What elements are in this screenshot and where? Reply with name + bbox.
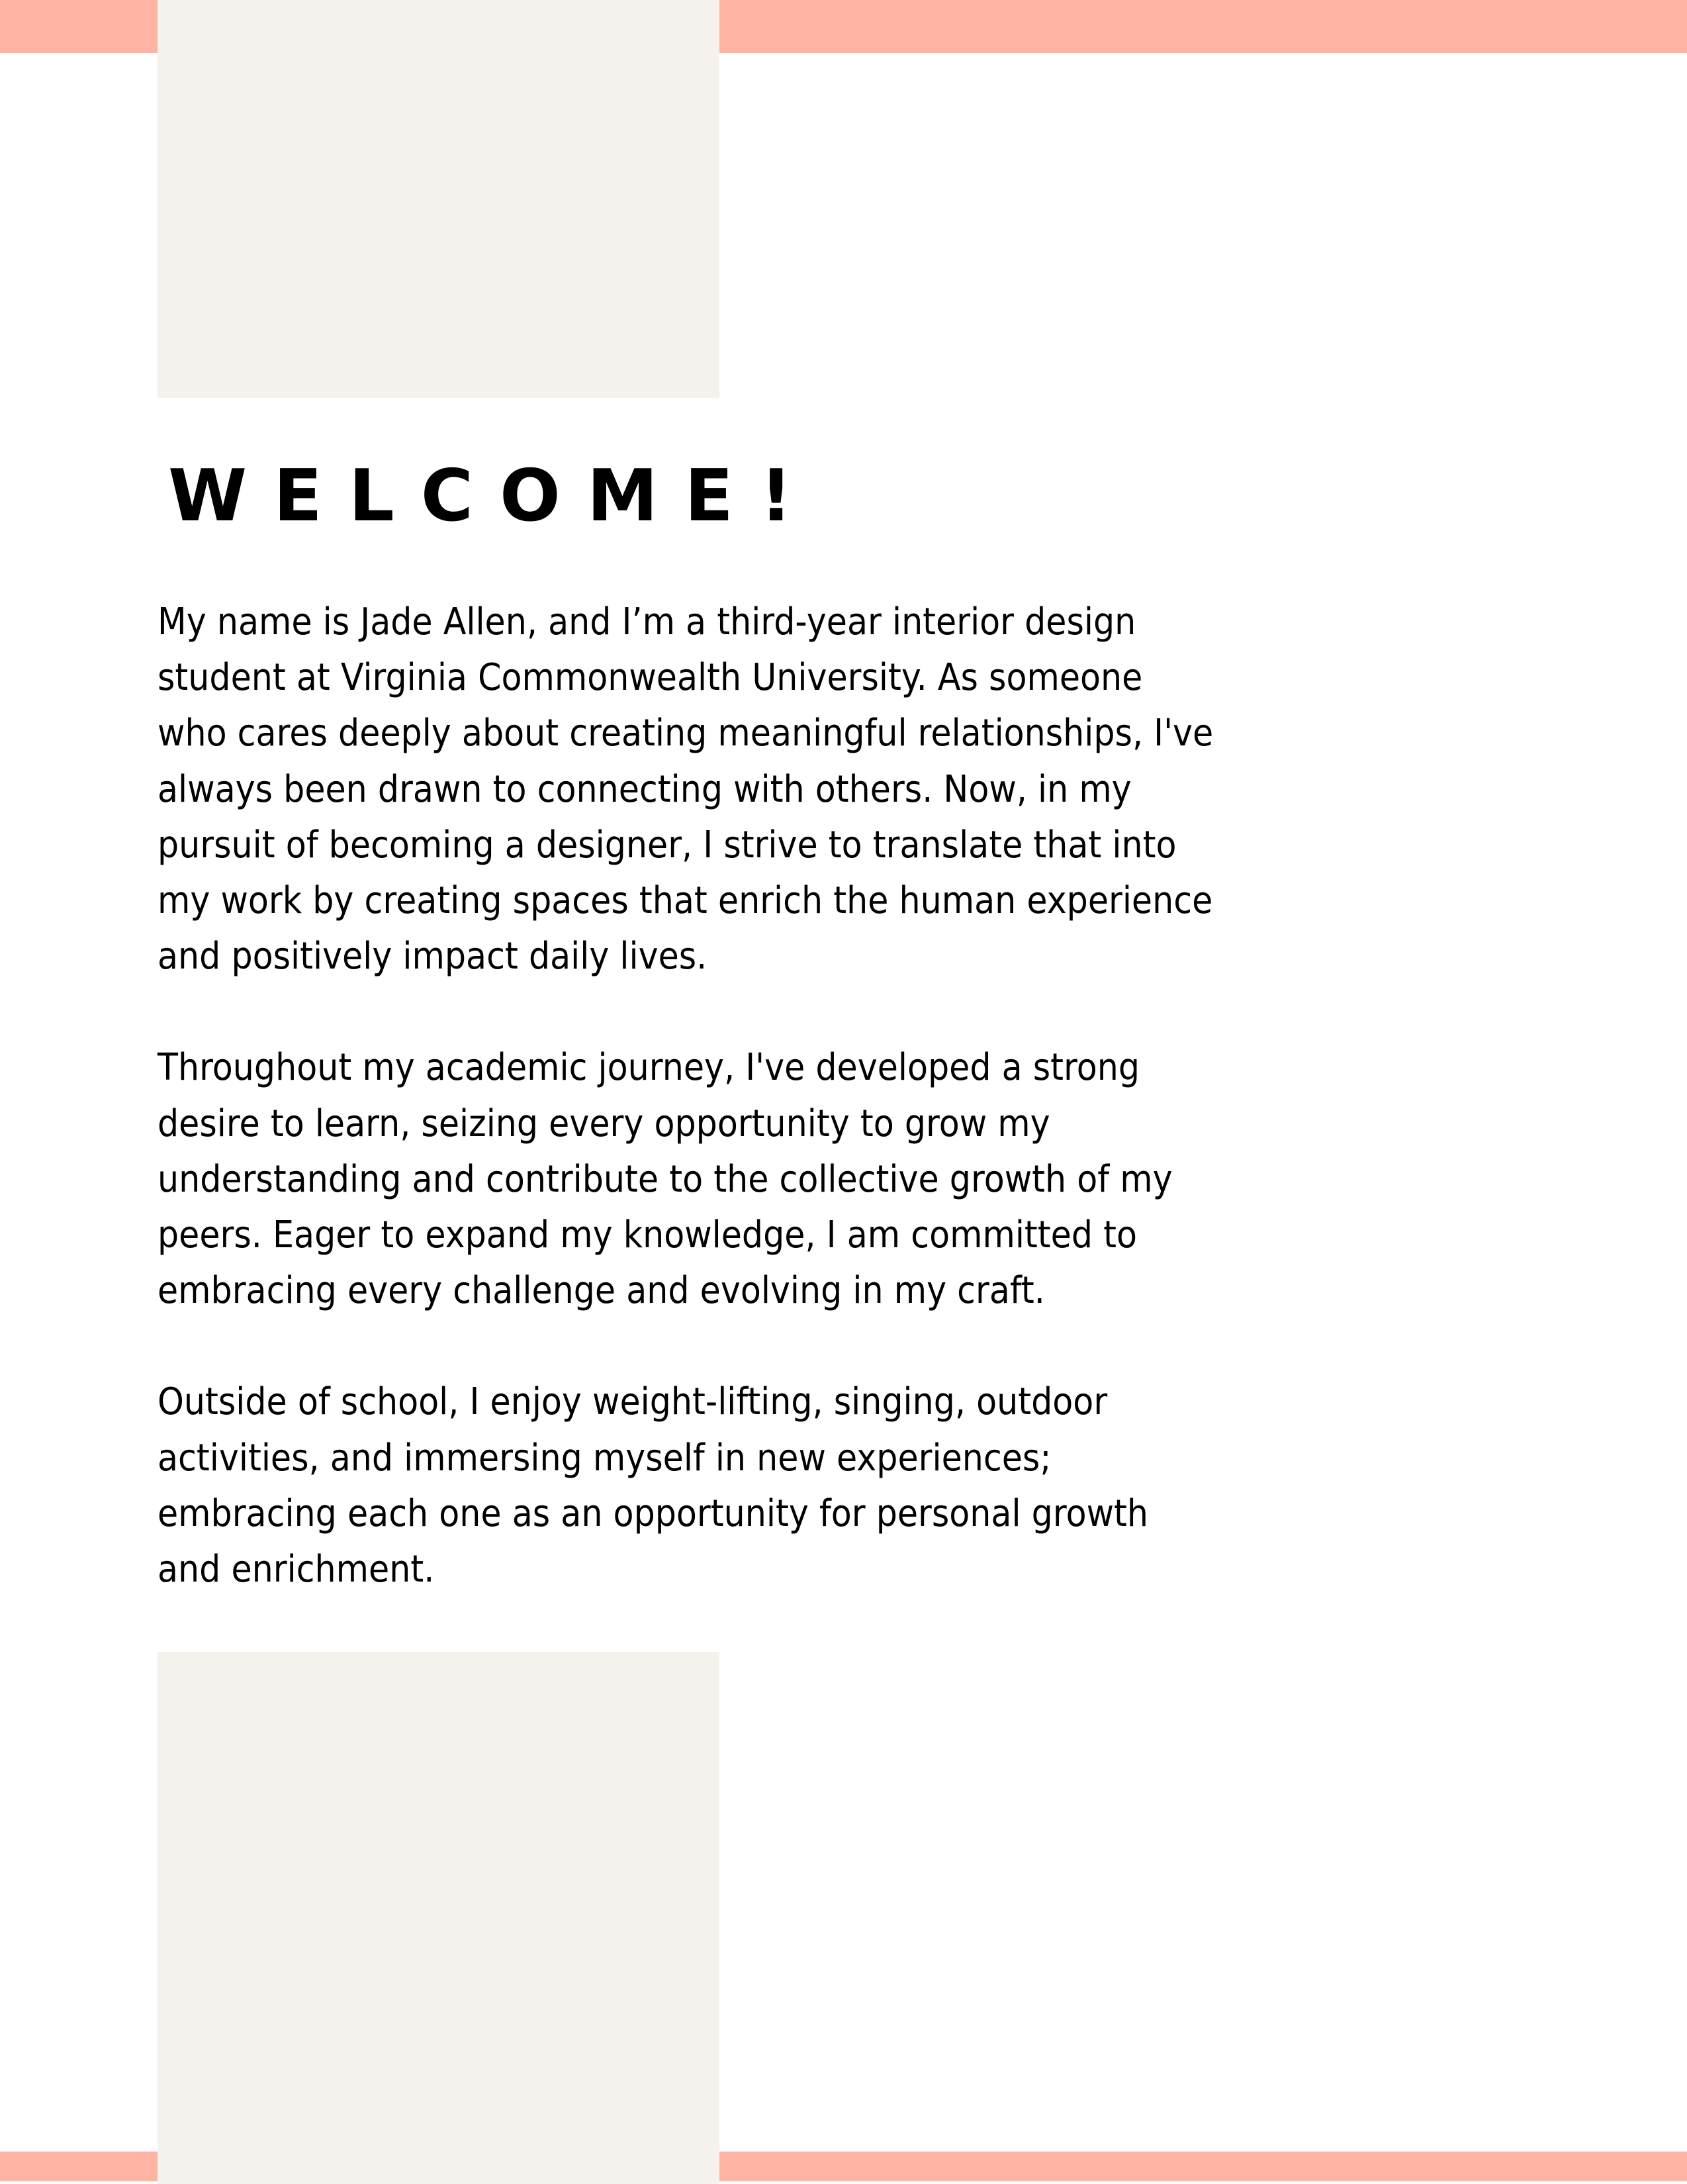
text-line: embracing every challenge and evolving in my craft. xyxy=(158,1269,1045,1313)
text-line: always been drawn to connecting with others. Now, in my xyxy=(158,767,1132,811)
text-line: activities, and immersing myself in new experiences; xyxy=(158,1436,1052,1480)
text-line: pursuit of becoming a designer, I strive to translate that into xyxy=(158,823,1177,867)
bottom-image-placeholder xyxy=(158,1652,719,2184)
text-line: desire to learn, seizing every opportunity to grow my xyxy=(158,1102,1050,1145)
text-line: Outside of school, I enjoy weight-lifting, singing, outdoor xyxy=(158,1380,1108,1424)
paragraph-academic xyxy=(158,1040,1296,1319)
paragraph-intro xyxy=(158,594,1296,984)
top-image-placeholder xyxy=(158,0,719,398)
text-line: embracing each one as an opportunity for personal growth xyxy=(158,1492,1149,1535)
text-line: my work by creating spaces that enrich the human experience xyxy=(158,879,1213,923)
text-line: and positively impact daily lives. xyxy=(158,935,707,978)
text-line: Throughout my academic journey, I've developed a strong xyxy=(158,1046,1140,1090)
paragraph-hobbies xyxy=(158,1374,1296,1597)
text-line: My name is Jade Allen, and I’m a third-year interior design xyxy=(158,600,1136,643)
page-title: WELCOME! xyxy=(168,455,819,538)
text-line: and enrichment. xyxy=(158,1548,435,1591)
intro-text xyxy=(158,594,1296,1597)
text-line: understanding and contribute to the collective growth of my xyxy=(158,1157,1173,1201)
text-line: peers. Eager to expand my knowledge, I am committed to xyxy=(158,1213,1138,1257)
text-line: who cares deeply about creating meaningful relationships, I've xyxy=(158,712,1214,755)
text-line: student at Virginia Commonwealth University. As someone xyxy=(158,656,1143,700)
